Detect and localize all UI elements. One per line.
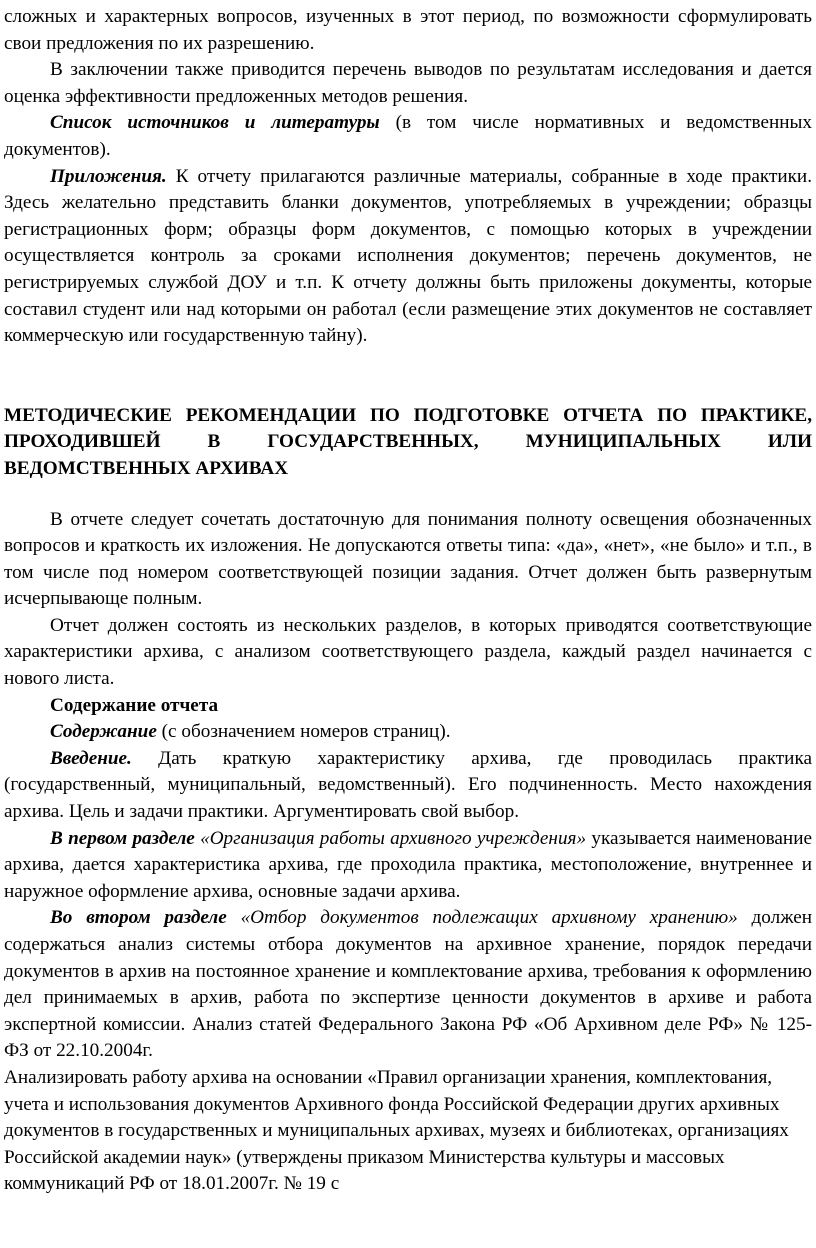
paragraph-conclusion — [4, 57, 812, 110]
paragraph-text: сложных и характерных вопросов, изученных в этот период, по возможности сформулировать свои предложения по их разрешению. — [4, 6, 812, 54]
paragraph-report-requirements — [4, 507, 812, 613]
paragraph-contents — [4, 719, 812, 746]
paragraph-text: Дать краткую характеристику архива, где проводилась практика (государственный, муниципальный, ведомственный). Его подчиненность. Место нахождения архива. Цель и задачи практики. Аргументировать свой выбор. — [4, 747, 812, 823]
paragraph-sources — [4, 110, 812, 163]
paragraph-second-section — [4, 905, 812, 1065]
second-section-lead: Во втором разделе — [50, 907, 227, 929]
paragraph-report-structure — [4, 613, 812, 693]
paragraph-first-section — [4, 826, 812, 906]
paragraph-text: должен содержаться анализ системы отбора документов на архивное хранение, порядок передачи документов в архив на постоянное хранение и комплектование архива, требования к оформлению дел принимаемых в архив, работа по экспертизе ценности документов в архиве и работа экспертной комиссии. Анализ статей Федерального Закона РФ «Об Архивном деле РФ» № 125- ФЗ от 22.10.2004г. — [4, 907, 813, 1062]
paragraph-text: (в том числе нормативных и ведомственных документов). — [4, 112, 812, 160]
paragraph-appendices — [4, 164, 812, 350]
paragraph-introduction — [4, 746, 812, 826]
second-section-title: «Отбор документов подлежащих архивному хранению» — [226, 907, 738, 929]
appendices-lead: Приложения. — [50, 165, 167, 187]
spacer — [4, 350, 812, 403]
first-section-lead: В первом разделе — [50, 827, 195, 849]
paragraph-text: В отчете следует сочетать достаточную для понимания полноту освещения обозначенных вопросов и краткость их изложения. Не допускаются ответы типа: «да», «нет», «не было» и т.п., в том числе под номером соответствующей позиции задания. Отчет должен быть развернутым исчерпывающе полным. — [4, 508, 812, 610]
section-heading: МЕТОДИЧЕСКИЕ РЕКОМЕНДАЦИИ ПО ПОДГОТОВКЕ ОТЧЕТА ПО ПРАКТИКЕ, ПРОХОДИВШЕЙ В ГОСУДАРСТВЕННЫХ, МУНИЦИПАЛЬНЫХ ИЛИ ВЕДОМСТВЕННЫХ АРХИВАХ — [4, 404, 812, 479]
contents-lead: Содержание — [50, 721, 157, 743]
first-section-title: «Организация работы архивного учреждения» — [194, 827, 587, 849]
paragraph-text: Отчет должен состоять из нескольких разделов, в которых приводятся соответствующие характеристики архива, с анализом соответствующего раздела, каждый раздел начинается с нового листа. — [4, 614, 812, 690]
sources-lead: Список источников и литературы — [50, 112, 380, 134]
paragraph-archive-rules — [4, 1065, 812, 1198]
paragraph-text: К отчету прилагаются различные материалы, собранные в ходе практики. Здесь желательно представить бланки документов, употребляемых в учреждении; образцы регистрационных форм; образцы форм документов, с помощью которых в учреждении осуществляется контроль за сроками исполнения документов; перечень документов, не регистрируемых службой ДОУ и т.п. К отчету должны быть приложены документы, которые составил студент или над которыми он работал (если размещение этих документов не составляет коммерческую или государственную тайну). — [4, 165, 812, 347]
paragraph-text: указывается наименование архива, дается характеристика архива, где проходила практика, местоположение, внутреннее и наружное оформление архива, основные задачи архива. — [4, 827, 812, 902]
spacer — [4, 483, 812, 507]
paragraph-continuation — [4, 4, 812, 57]
paragraph-text: (с обозначением номеров страниц). — [156, 721, 451, 743]
paragraph-text: Анализировать работу архива на основании «Правил организации хранения, комплектования, учета и использования документов Архивного фонда Российской Федерации других архивных документов в государственных и муниципальных архивах, музеях и библиотеках, организациях Российской академии наук» (утверждены приказом Министерства культуры и массовых коммуникаций РФ от 18.01.2007г. № 19 с — [4, 1066, 789, 1195]
contents-title: Содержание отчета — [50, 694, 219, 716]
paragraph-text: В заключении также приводится перечень выводов по результатам исследования и дается оценка эффективности предложенных методов решения. — [4, 59, 812, 107]
introduction-lead: Введение. — [50, 747, 132, 769]
